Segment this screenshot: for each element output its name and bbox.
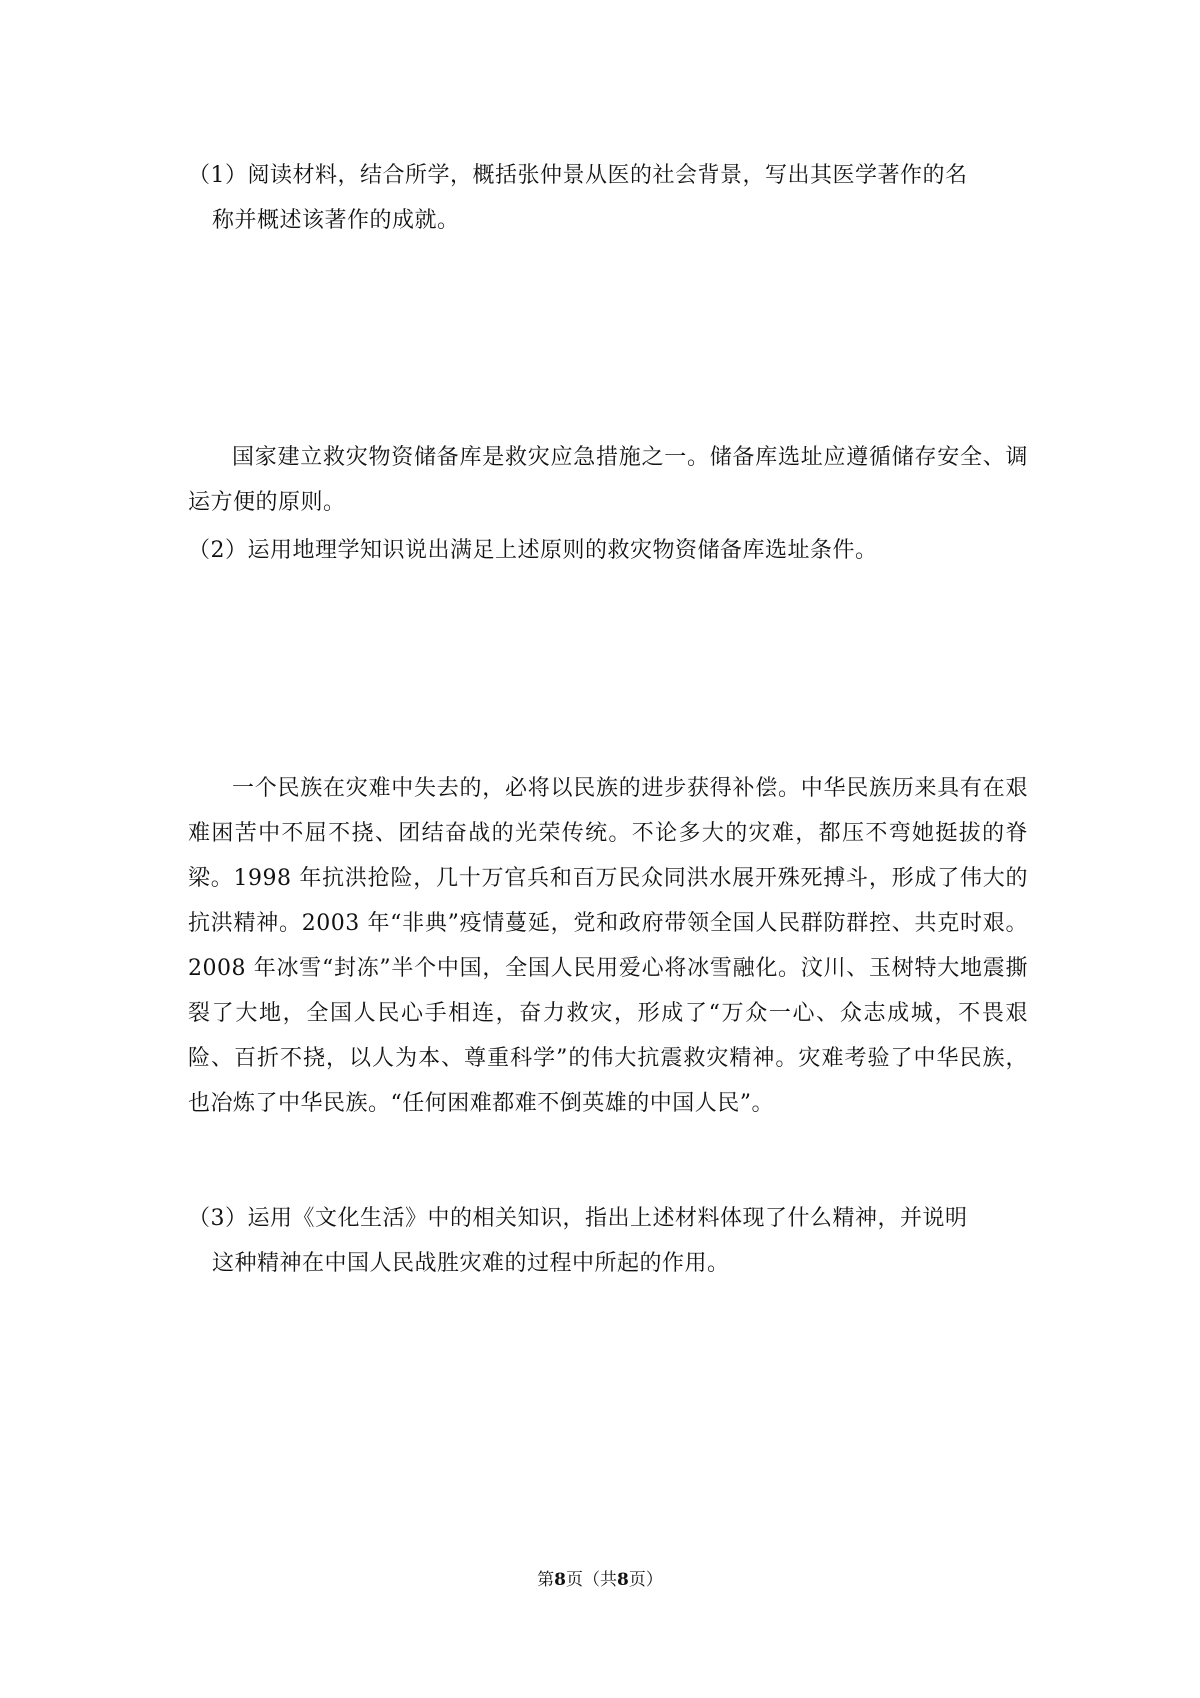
passage-3-text: 一个民族在灾难中失去的，必将以民族的进步获得补偿。中华民族历来具有在艰难困苦中不屈不挠、团结奋战的光荣传统。不论多大的灾难，都压不弯她挺拔的脊梁。1998 年抗洪抢险，几十万官兵和百万民众同洪水展开殊死搏斗，形成了伟大的抗洪精神。2003 年“非典”疫情蔓延，党和政府带领全国人民群防群控、共克时艰。2008 年冰雪“封冻”半个中国，全国人民用爱心将冰雪融化。汶川、玉树特大地震撕裂了大地，全国人民心手相连，奋力救灾，形成了“万众一心、众志成城，不畏艰险、百折不挠，以人为本、尊重科学”的伟大抗震救灾精神。灾难考验了中华民族，也冶炼了中华民族。“任何困难都难不倒英雄的中国人民”。: [188, 776, 1028, 1116]
footer-total-pages: 8: [617, 1570, 629, 1590]
question-2-line-1: （2）运用地理学知识说出满足上述原则的救灾物资储备库选址条件。: [188, 538, 878, 563]
footer-suffix: 页）: [628, 1570, 663, 1590]
question-1-line-2: 称并概述该著作的成就。: [212, 208, 460, 233]
footer-prefix: 第: [537, 1570, 555, 1590]
passage-2-text: 国家建立救灾物资储备库是救灾应急措施之一。储备库选址应遵循储存安全、调运方便的原则。: [188, 445, 1028, 515]
passage-national-spirit: [188, 766, 1028, 1126]
question-2: [188, 528, 1028, 573]
question-1: [188, 153, 1028, 243]
question-1-line-1: （1）阅读材料，结合所学，概括张仲景从医的社会背景，写出其医学著作的名: [188, 163, 968, 188]
footer-middle: 页（共: [566, 1570, 617, 1590]
question-3-line-2: 这种精神在中国人民战胜灾难的过程中所起的作用。: [212, 1251, 730, 1276]
page-footer: [0, 1568, 1200, 1592]
question-3-line-1: （3）运用《文化生活》中的相关知识，指出上述材料体现了什么精神，并说明: [188, 1206, 968, 1231]
passage-disaster-relief-reserve: [188, 435, 1028, 525]
footer-page-number: 8: [554, 1570, 566, 1590]
question-3: [188, 1196, 1028, 1286]
